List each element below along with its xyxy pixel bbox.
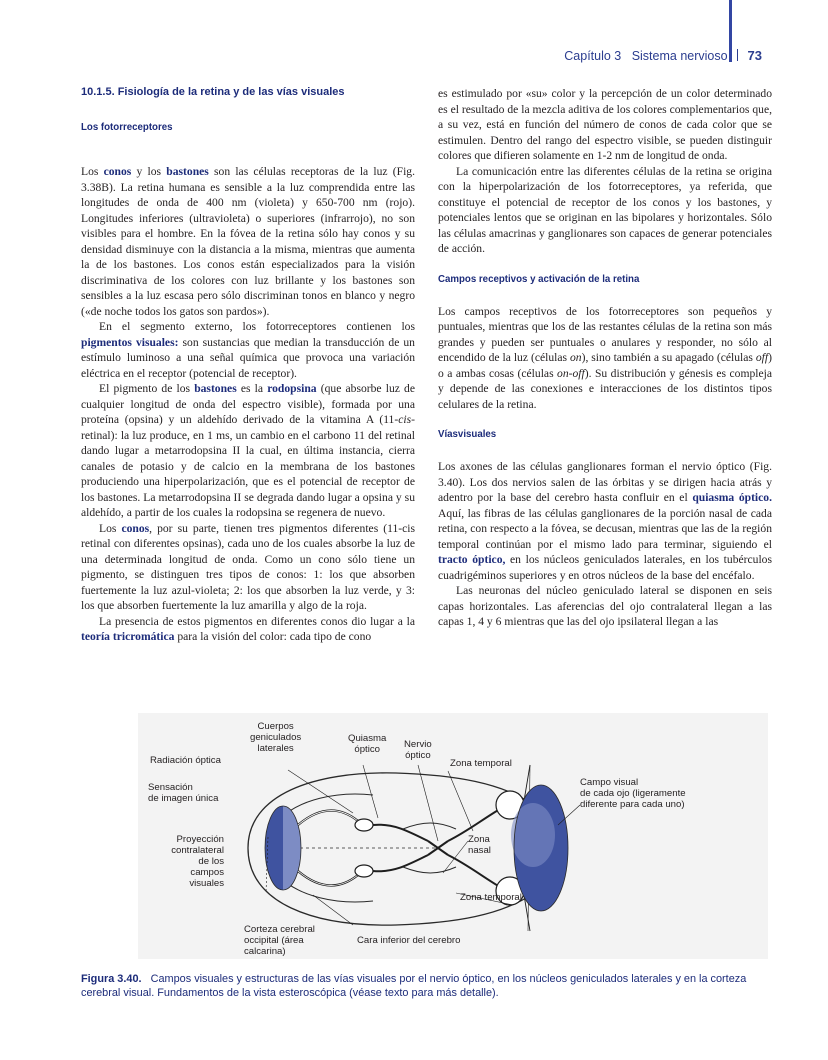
subhead-fotorreceptores: Los fotorreceptores — [81, 122, 173, 133]
label-proyeccion-contralateral: Proyección contralateral de los campos visuales — [171, 834, 224, 889]
chapter-number: Capítulo 3 — [564, 49, 622, 63]
paragraph-rodopsina: El pigmento de los bastones es la rodopsina (que absorbe luz de cualquier longitud de onda del espectro visible), formada por una proteína (opsina) y un aldehído derivado de la vitamina A (11-cis-retinal): la luz produce, en 1 ms, un cambio en el carbono 11 del retinal dando lugar a metarrodopsina II la cual, en última instancia, cierra canales de potasio y de calcio en la membrana de los bastones produciendo una hiperpolarización, que es el potencial de receptor de los bastones. La metarrodopsina II se degrada dando lugar a opsina y su aldehído, a partir de los cuales la rodopsina se regenera de nuevo. — [81, 382, 415, 519]
label-cuerpos-geniculados: Cuerpos geniculados laterales — [250, 721, 302, 754]
spacer — [81, 146, 415, 164]
paragraph-vias-visuales: Los axones de las células ganglionares forman el nervio óptico (Fig. 3.40). Los dos nervios salen de las órbitas y se dirigen hacia atrás y adentro por la base del cerebro hasta confluir en el quiasma óptico. Aquí, las fibras de las células ganglionares de la porción nasal de cada retina, con respecto a la fóvea, se decusan, mientras que las de la región temporal continúan por el mismo lado para terminar, siguiendo el tracto óptico, en los núcleos geniculados laterales, en los tubérculos cuadrigéminos superiores y en otros núcleos de la base del encéfalo. — [438, 460, 772, 582]
spacer — [438, 412, 772, 429]
label-corteza-occipital: Corteza cerebral occipital (área calcarina) — [244, 924, 315, 957]
figure-caption — [81, 972, 771, 1000]
subhead-vias-visuales: Víasvisuales — [438, 429, 497, 440]
paragraph-conos: Los conos, por su parte, tienen tres pigmentos diferentes (11-cis retinal con diferentes opsinas), cada uno de los cuales absorbe la luz de una determinada longitud de onda. Como un cono sólo tiene un pigmento, se distinguen tres tipos de conos: 1: los que absorben fuertemente la luz azul-violeta; 2: los que absorben la luz verde, y 3: los que absorben fuertemente la luz amarilla y algo de la roja. — [81, 521, 415, 612]
paragraph-pigmentos: En el segmento externo, los fotorreceptores contienen los pigmentos visuales: son sustancias que median la transducción de un estímulo luminoso a una señal química que provoca una variación eléctrica en el receptor (potencial de receptor). — [81, 320, 415, 380]
label-cara-inferior: Cara inferior del cerebro — [357, 935, 461, 946]
paragraph-campos-receptivos: Los campos receptivos de los fotorreceptores son pequeños y puntuales, mientras que los de las restantes células de la retina son más grandes y pueden ser puntuales o anulares y responder, no sólo al encendido de la luz (células on), sino también a su apagado (células off) o a ambas cosas (células on-off). Su distribución y génesis es compleja y depende de las conexiones e interacciones de los distintos tipos celulares de la retina. — [438, 304, 773, 411]
paragraph-color: es estimulado por «su» color y la percepción de un color determinado es el resultado de la mezcla aditiva de los colores complementarios que, a su vez, está en función del número de conos de cada color que se estimulen. Dentro del rango del espectro visible, se pueden distinguir colores que difieren solamente en 1-2 nm de longitud de onda. — [438, 87, 772, 162]
label-zona-temporal-top: Zona temporal — [450, 758, 512, 769]
label-nervio-optico: Nervio óptico — [404, 739, 432, 761]
paragraph-conos-bastones: Los conos y los bastones son las células receptoras de la luz (Fig. 3.38B). La retina humana es sensible a la luz comprendida entre las longitudes de onda de 400 nm (violeta) y 650-700 nm (rojo). Longitudes inferiores (ultravioleta) o superiores (infrarrojo), no son visibles para el hombre. En la fóvea de la retina sólo hay conos y su densidad disminuye con la distancia a la misma, mientras que aumenta la de los bastones. Los conos están especializados para la visión discriminativa de los colores con luz brillante y los bastones son sensibles a la luz escasa pero sólo discriminan tonos en blanco y negro («de noche todos los gatos son pardos»). — [81, 165, 415, 318]
geniculate-body-lower — [355, 865, 373, 877]
running-header — [564, 48, 762, 63]
label-sensacion-imagen: Sensación de imagen única — [148, 782, 219, 804]
right-column — [438, 86, 772, 630]
left-column — [81, 86, 415, 645]
section-title: 10.1.5. Fisiología de la retina y de las vías visuales — [81, 86, 345, 98]
label-radiacion-optica: Radiación óptica — [150, 755, 221, 766]
visual-pathway-diagram — [138, 713, 768, 959]
caption-text: Campos visuales y estructuras de las vías visuales por el nervio óptico, en los núcleos geniculados laterales y en la corteza cerebral visual. Fundamentos de la vista esteroscópica (véase texto para más detalle). — [81, 973, 747, 999]
paragraph-comunicacion: La comunicación entre las diferentes células de la retina se origina con la hiperpolarización de los fotorreceptores, ya referida, que constituye el potencial de receptor de los conos y los bastones, y potenciales lentos que se originan en las bipolares y horizontales. Sólo las células amacrinas y ganglionares son capaces de generar potenciales de acción. — [438, 164, 772, 255]
label-quiasma-optico: Quiasma óptico — [348, 733, 387, 755]
figure-background — [138, 713, 768, 959]
subhead-campos-receptivos: Campos receptivos y activación de la retina — [438, 273, 640, 285]
label-zona-nasal: Zona nasal — [468, 834, 491, 856]
spacer — [438, 257, 772, 274]
header-separator — [737, 49, 738, 61]
visual-field-overlap — [511, 803, 555, 867]
chapter-title: Sistema nervioso — [631, 49, 728, 63]
geniculate-body-upper — [355, 819, 373, 831]
label-campo-visual: Campo visual de cada ojo (ligeramente diferente para cada uno) — [580, 777, 686, 810]
figure-vias-visuales — [138, 713, 768, 959]
paragraph-tricromatica: La presencia de estos pigmentos en diferentes conos dio lugar a la teoría tricromática para la visión del color: cada tipo de cono — [81, 614, 415, 643]
header-accent-bar — [729, 0, 732, 62]
caption-label: Figura 3.40. — [81, 973, 142, 985]
label-zona-temporal-bottom: Zona temporal — [460, 892, 522, 903]
page-number: 73 — [747, 48, 762, 63]
paragraph-geniculado: Las neuronas del núcleo geniculado lateral se disponen en seis capas horizontales. Las aferencias del ojo contralateral llegan a las capas 1, 4 y 6 mientras que las del ojo ipsilateral llegan a las — [438, 584, 772, 628]
